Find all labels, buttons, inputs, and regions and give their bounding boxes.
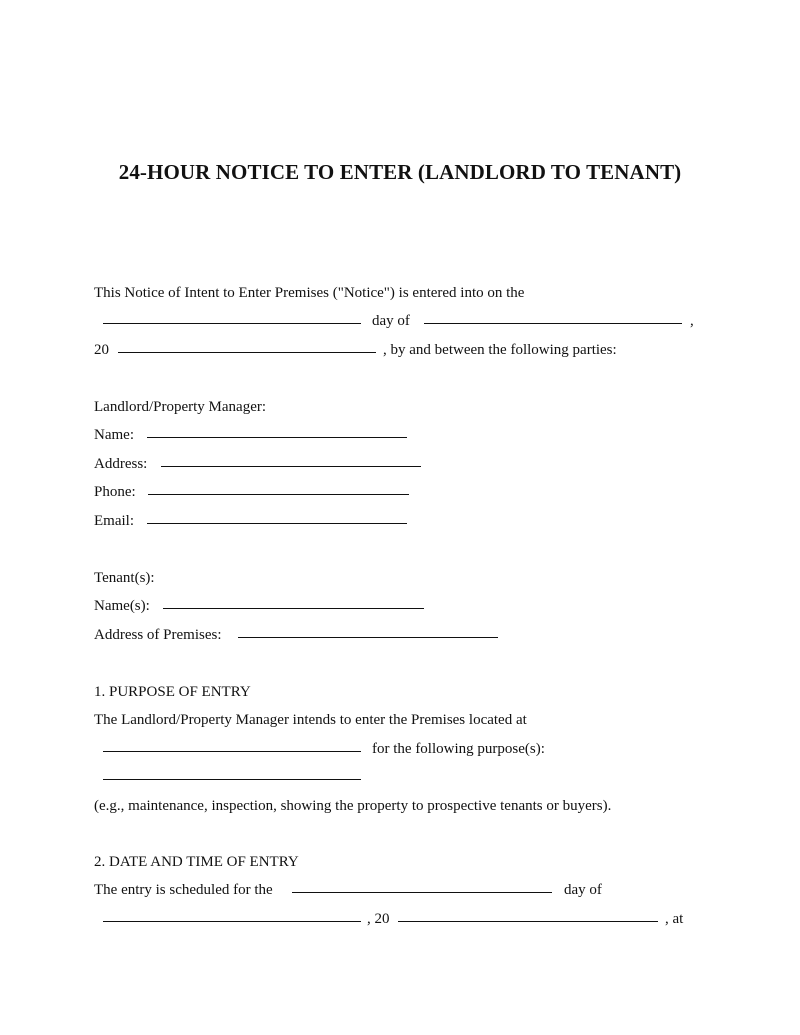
tenant-heading: Tenant(s):	[94, 570, 155, 586]
landlord-email-label: Email:	[94, 513, 134, 529]
purpose-suffix: for the following purpose(s):	[372, 741, 545, 757]
purpose-location-field[interactable]	[103, 751, 361, 752]
intro-year-prefix: 20	[94, 342, 109, 358]
landlord-heading: Landlord/Property Manager:	[94, 399, 267, 415]
tenant-names-label: Name(s):	[94, 598, 150, 614]
purpose-heading: 1. PURPOSE OF ENTRY	[94, 684, 251, 700]
datetime-month-field[interactable]	[103, 921, 361, 922]
intro-parties-suffix: , by and between the following parties:	[383, 342, 617, 358]
landlord-phone-field[interactable]	[148, 494, 409, 495]
purpose-example: (e.g., maintenance, inspection, showing the property to prospective tenants or buyers).	[94, 798, 612, 814]
document-title: 24-HOUR NOTICE TO ENTER (LANDLORD TO TENANT)	[118, 160, 682, 184]
purpose-reason-field[interactable]	[103, 779, 361, 780]
datetime-day-of-label: day of	[564, 882, 602, 898]
tenant-names-field[interactable]	[163, 608, 424, 609]
datetime-at-suffix: , at	[665, 911, 684, 927]
intro-line: This Notice of Intent to Enter Premises ("Notice") is entered into on the	[94, 285, 525, 301]
intro-day-field[interactable]	[103, 323, 361, 324]
purpose-intro-line: The Landlord/Property Manager intends to enter the Premises located at	[94, 712, 527, 728]
intro-month-field[interactable]	[424, 323, 682, 324]
landlord-address-label: Address:	[94, 456, 148, 472]
datetime-intro: The entry is scheduled for the	[94, 882, 273, 898]
intro-year-field[interactable]	[118, 352, 376, 353]
datetime-day-field[interactable]	[292, 892, 552, 893]
landlord-phone-label: Phone:	[94, 484, 136, 500]
landlord-name-label: Name:	[94, 427, 134, 443]
intro-day-of-label: day of	[372, 313, 410, 329]
tenant-premises-field[interactable]	[238, 637, 498, 638]
datetime-heading: 2. DATE AND TIME OF ENTRY	[94, 854, 299, 870]
landlord-email-field[interactable]	[147, 523, 407, 524]
tenant-premises-label: Address of Premises:	[94, 627, 222, 643]
landlord-address-field[interactable]	[161, 466, 421, 467]
intro-comma: ,	[690, 313, 694, 329]
landlord-name-field[interactable]	[147, 437, 407, 438]
datetime-year-prefix: , 20	[367, 911, 390, 927]
datetime-year-field[interactable]	[398, 921, 658, 922]
